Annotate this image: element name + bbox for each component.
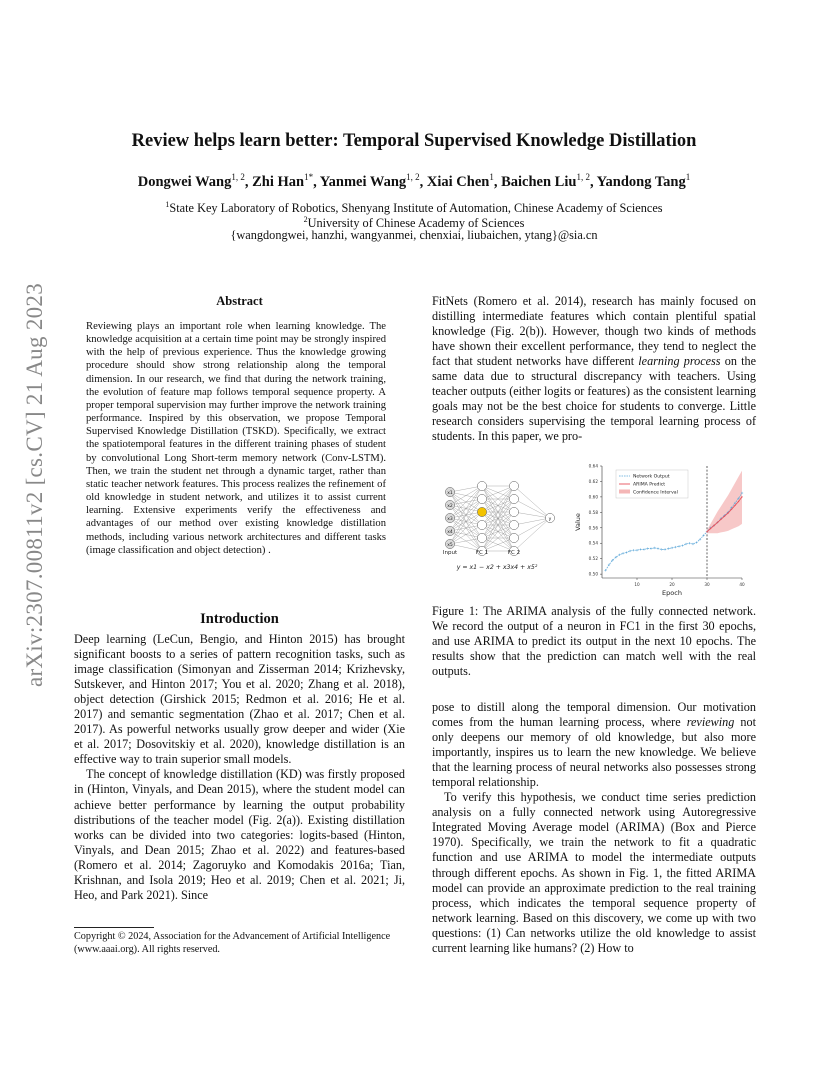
author-name: Dongwei Wang xyxy=(137,173,232,190)
arima-predict-point xyxy=(706,531,707,532)
author-name: Baichen Liu xyxy=(501,173,577,190)
hidden-node xyxy=(509,481,518,490)
hidden-node xyxy=(509,494,518,503)
input-node-label: x5 xyxy=(447,542,453,548)
hidden-node xyxy=(477,481,486,490)
input-node-label: x2 xyxy=(447,503,453,509)
y-axis-label: Value xyxy=(574,513,582,531)
arxiv-identifier xyxy=(10,282,60,688)
intro-paragraph-2: The concept of knowledge distillation (KD) was firstly proposed in (Hinton, Vinyals, and Dean 2015), where the student model can achieve better performance by learning the output probability distributions of the teacher model (Fig. 2(a)). Existing distillation works can be divided into two categories: logits-based (Hinton, Vinyals, and Dean 2015; Zhao et al. 2022) and features-based (Romero et al. 2014; Zagoruyko and Komodakis 2016a; Tian, Krishnan, and Isola 2019; Heo et al. 2019; Chen et al. 2021; Ji, Heo, and Park 2021). Since xyxy=(74,767,405,902)
network-output-point xyxy=(646,547,648,549)
intro-paragraph-1: Deep learning (LeCun, Bengio, and Hinton 2015) has brought significant boosts to a series of pattern recognition tasks, such as image classification (Simonyan and Zisserman 2014; Krizhevsky, Sutskever, and Hinton 2017; You et al. 2020; Zhang et al. 2018), object detection (Girshick 2015; Redmon et al. 2016; He et al. 2017) and semantic segmentation (Zhao et al. 2017; Chen et al. 2017). As powerful networks usually grow deeper and wider (Xie et al. 2017; Dosovitskiy et al. 2020), knowledge distillation is an effective way to train superior small models. xyxy=(74,632,405,767)
arima-predict-point xyxy=(710,528,711,529)
author-separator: , xyxy=(419,173,427,190)
confidence-interval-band xyxy=(707,471,742,534)
author-name: Xiai Chen xyxy=(426,173,490,190)
author-affiliation-marker: 1 xyxy=(685,172,691,182)
introduction-heading: Introduction xyxy=(200,611,279,627)
legend-network-output-label: Network Output xyxy=(633,474,670,480)
network-output-point xyxy=(671,547,673,549)
network-output-point xyxy=(653,547,655,549)
right-p2-part-b: not only deepens our memory of old knowledge, but also more importantly, inspires us to learn the new knowledge. We believe that the learning process of neural networks also possesses strong temporal relationship. xyxy=(432,715,756,790)
network-edge xyxy=(514,518,550,551)
network-output-point xyxy=(695,541,697,543)
hidden-node xyxy=(509,520,518,529)
author-separator: , xyxy=(244,173,253,190)
network-output-point xyxy=(639,548,641,550)
author-affiliation-marker: 1 xyxy=(489,172,494,182)
input-node-label: x4 xyxy=(447,529,453,535)
right-paragraph-1 xyxy=(432,294,756,444)
network-output-point xyxy=(657,547,659,549)
arima-predict-point xyxy=(741,496,742,497)
author-separator: , xyxy=(313,173,320,190)
author-name: Yanmei Wang xyxy=(319,173,407,190)
arima-predict-point xyxy=(717,522,718,523)
affiliation-2-text: University of Chinese Academy of Sciences xyxy=(307,216,525,231)
network-equation: y = x1 − x2 + x3x4 + x5² xyxy=(456,564,538,571)
arima-predict-point xyxy=(724,516,725,517)
affiliation-2-marker: 2 xyxy=(303,215,308,224)
network-output-point xyxy=(688,542,690,544)
arima-predict-point xyxy=(720,519,721,520)
arima-predict-point xyxy=(713,525,714,526)
abstract-heading: Abstract xyxy=(216,294,263,308)
x-axis-label: Epoch xyxy=(662,589,682,597)
network-output-point xyxy=(622,552,624,554)
network-output-point xyxy=(702,534,704,536)
introduction-body xyxy=(74,632,405,903)
y-tick-label: 0.56 xyxy=(588,525,598,531)
paper-title: Review helps learn better: Temporal Supervised Knowledge Distillation xyxy=(131,131,697,151)
author-separator: , xyxy=(589,173,597,190)
arima-predict-point xyxy=(734,505,735,506)
hidden-node xyxy=(509,533,518,542)
author-list xyxy=(0,172,828,191)
author-emails: {wangdongwei, hanzhi, wangyanmei, chenxiai, liubaichen, ytang}@sia.cn xyxy=(230,228,598,242)
arima-predict-point xyxy=(738,501,739,502)
network-output-point xyxy=(681,544,683,546)
network-edge xyxy=(514,518,550,525)
network-output-point xyxy=(643,548,645,550)
network-output-point xyxy=(629,550,631,552)
network-diagram xyxy=(432,458,572,583)
network-edge xyxy=(450,486,482,531)
legend-confidence-interval-label: Confidence Interval xyxy=(633,490,678,496)
right-p1-emphasis: learning process xyxy=(638,354,721,369)
y-tick-label: 0.58 xyxy=(588,509,598,515)
network-output-point xyxy=(685,543,687,545)
y-tick-label: 0.60 xyxy=(588,494,598,500)
network-output-point xyxy=(660,548,662,550)
arima-chart xyxy=(572,458,756,598)
layer-label: FC 2 xyxy=(507,550,521,556)
input-node-label: x3 xyxy=(447,516,453,522)
author-name: Yandong Tang xyxy=(596,173,686,190)
arima-predict-point xyxy=(727,512,728,513)
network-output-point xyxy=(636,549,638,551)
right-paragraph-1-text xyxy=(432,294,756,444)
hidden-node xyxy=(477,520,486,529)
layer-label: Input xyxy=(442,550,458,556)
author-affiliation-marker: 1, 2 xyxy=(231,172,245,182)
hidden-node xyxy=(477,533,486,542)
author-affiliation-marker: 1, 2 xyxy=(406,172,420,182)
x-tick-label: 30 xyxy=(704,582,710,587)
x-tick-label: 20 xyxy=(669,582,675,587)
x-tick-label: 40 xyxy=(739,582,745,587)
right-body-lower xyxy=(432,700,756,956)
y-tick-label: 0.64 xyxy=(588,463,598,469)
right-p2-emphasis: reviewing xyxy=(686,715,735,730)
y-tick-label: 0.54 xyxy=(588,540,598,546)
network-output-point xyxy=(664,548,666,550)
right-paragraph-3: To verify this hypothesis, we conduct time series prediction analysis on a fully connected network using Autoregressive Integrated Moving Average model (ARIMA) (Box and Pierce 1970). Specifically, we train the network to fit a quadratic function and use ARIMA to model the intermediate outputs through different epochs. As shown in Fig. 1, the fitted ARIMA model can provide an approximate prediction to the real training process, which indicates the temporal sequence property of network learning. Based on this discovery, we come up with two questions: (1) Can networks utilize the old knowledge to assist current learning like humans? (2) How to xyxy=(432,790,756,955)
arima-predict-point xyxy=(731,509,732,510)
right-p1-part-a: FitNets (Romero et al. 2014), research has mainly focused on distilling intermediate features which contain plentiful spatial knowledge (Fig. 2(b)). However, though two kinds of methods have shown their excellent performance, they tend to neglect the fact that student networks have different xyxy=(432,294,756,369)
y-tick-label: 0.52 xyxy=(588,556,598,562)
network-edge xyxy=(514,518,550,538)
figure-1-caption: Figure 1: The ARIMA analysis of the fully connected network. We record the output of a neuron in FC1 in the first 30 epochs, and use ARIMA to predict its output in the next 10 epochs. The results show that the prediction can match well with the real outputs. xyxy=(432,604,756,679)
affiliation-1-text: State Key Laboratory of Robotics, Shenyang Institute of Automation, Chinese Academy of Sciences xyxy=(169,201,663,216)
y-tick-label: 0.62 xyxy=(588,478,598,484)
author-separator: , xyxy=(493,173,502,190)
right-paragraph-2 xyxy=(432,700,756,790)
author-affiliation-marker: 1, 2 xyxy=(576,172,590,182)
output-node-label: y xyxy=(548,516,552,522)
figure-1 xyxy=(432,458,756,598)
abstract-text: Reviewing plays an important role when learning knowledge. The knowledge acquisition at a certain time point may be strongly inspired with the help of previous experience. Thus the knowledge growing procedure should show strong relationship along the temporal dimension. In our research, we find that during the network training, the evolution of feature map follows temporal sequence property. A proper temporal supervision may further improve the network training performance. Inspired by this observation, we propose Temporal Supervised Knowledge Distillation (TSKD). Specifically, we extract the spatiotemporal features in the different training phases of student by convolutional Long Short-term memory network (Conv-LSTM). Then, we train the student net through a dynamic target, rather than static teacher network features. This process realizes the refinement of old knowledge in student network, and utilizes it to assist current learning. Extensive experiments verify the effectiveness and advantages of our method over existing knowledge distillation methods, including various network architectures and different tasks (image classification and object detection) . xyxy=(86,321,386,556)
input-node-label: x1 xyxy=(447,490,453,496)
hidden-node xyxy=(509,507,518,516)
network-output-point xyxy=(674,546,676,548)
right-p1-part-b: on the same data due to structural discrepancy with teachers. Using teacher outputs (either logits or features) as the consistent learning goals may not be the best choice for students to converge. Little research considers supervising the temporal learning process of students. In this paper, we pro- xyxy=(432,354,757,444)
legend-confidence-interval-swatch xyxy=(619,490,630,494)
highlighted-neuron xyxy=(477,507,486,516)
network-output-point xyxy=(625,551,627,553)
right-p2-part-a: pose to distill along the temporal dimension. Our motivation comes from the human learning process, where xyxy=(432,700,756,730)
layer-label: FC 1 xyxy=(475,550,489,556)
network-output-point xyxy=(678,545,680,547)
affiliation-1-marker: 1 xyxy=(165,200,170,209)
author-affiliation-marker: 1* xyxy=(304,172,314,182)
network-output-point xyxy=(632,549,634,551)
arxiv-identifier-text: arXiv:2307.00811v2 [cs.CV] 21 Aug 2023 xyxy=(22,282,47,688)
network-output-point xyxy=(667,547,669,549)
y-tick-label: 0.50 xyxy=(588,571,598,577)
footnote-rule xyxy=(74,927,154,928)
network-output-point xyxy=(618,554,620,556)
network-output-point xyxy=(692,543,694,545)
copyright-notice: Copyright © 2024, Association for the Advancement of Artificial Intelligence (www.aaai.org). All rights reserved. xyxy=(74,931,391,955)
legend-arima-predict-label: ARIMA Predict xyxy=(633,482,666,488)
author-name: Zhi Han xyxy=(252,173,305,190)
network-edge xyxy=(450,499,482,544)
network-output-point xyxy=(650,547,652,549)
x-tick-label: 10 xyxy=(634,582,640,587)
hidden-node xyxy=(477,494,486,503)
